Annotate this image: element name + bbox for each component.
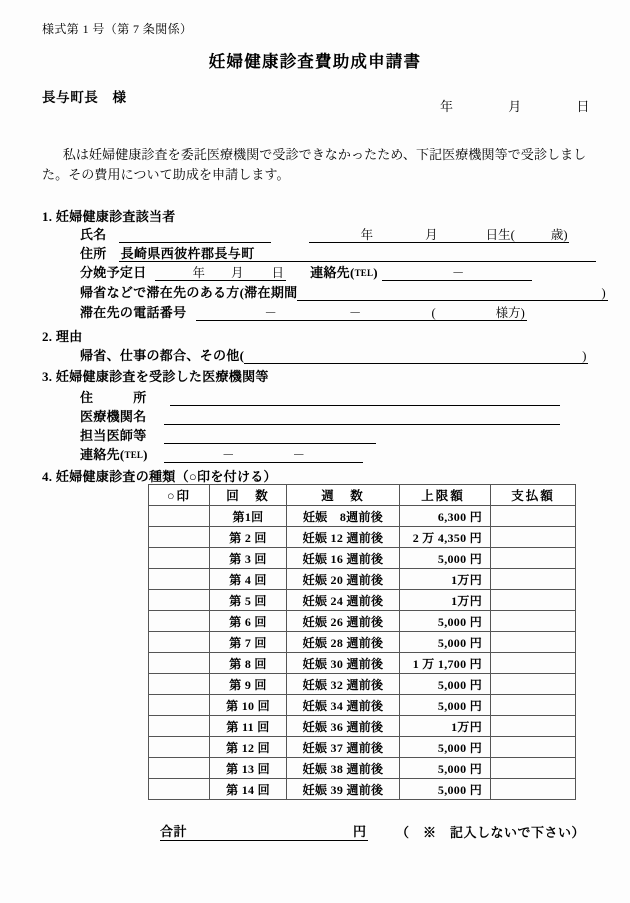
total-row (160, 822, 585, 841)
page-title: 妊婦健康診査費助成申請書 (208, 52, 422, 71)
address-label: 住所 (80, 246, 107, 261)
cell-times: 第 11 回 (210, 716, 287, 737)
due-year-label: 年 (192, 266, 206, 280)
cell-times: 第1回 (210, 506, 287, 527)
cell-paid[interactable] (491, 695, 576, 716)
intro-paragraph: 私は妊婦健康診査を委託医療機関で受診できなかったため、下記医療機関等で受診しました。その費用について助成を申請します。 (42, 147, 587, 183)
cell-limit: 6,300 円 (400, 506, 491, 527)
table-row (149, 674, 576, 695)
section2-heading: 2. 理由 (42, 329, 83, 344)
due-day-label: 日 (271, 266, 285, 280)
cell-paid[interactable] (491, 653, 576, 674)
field-row-name (80, 224, 569, 243)
reason-input[interactable] (244, 349, 580, 364)
cell-weeks: 妊娠 8週前後 (287, 506, 400, 527)
due-date-label: 分娩予定日 (80, 265, 147, 280)
cell-mark[interactable] (149, 506, 210, 527)
cell-times: 第 2 回 (210, 527, 287, 548)
clinic-tel-input-1[interactable] (164, 448, 220, 463)
cell-times: 第 9 回 (210, 674, 287, 695)
cell-limit: 5,000 円 (400, 674, 491, 695)
cell-mark[interactable] (149, 632, 210, 653)
contact-tel-input-2[interactable] (466, 266, 532, 281)
cell-times: 第 14 回 (210, 779, 287, 800)
due-month-input[interactable] (207, 266, 229, 281)
table-row (149, 527, 576, 548)
birth-month-label: 月 (425, 228, 438, 242)
clinic-name-input[interactable] (164, 410, 560, 425)
stay-period-close-paren: ) (601, 286, 606, 300)
cell-times: 第 3 回 (210, 548, 287, 569)
cell-mark[interactable] (149, 674, 210, 695)
cell-paid[interactable] (491, 716, 576, 737)
stay-phone-input-1[interactable] (196, 306, 262, 321)
cell-times: 第 13 回 (210, 758, 287, 779)
cell-limit: 1万円 (400, 590, 491, 611)
cell-paid[interactable] (491, 674, 576, 695)
cell-weeks: 妊娠 16 週前後 (287, 548, 400, 569)
cell-weeks: 妊娠 34 週前後 (287, 695, 400, 716)
field-row-clinic-name (80, 406, 560, 425)
cell-times: 第 12 回 (210, 737, 287, 758)
cell-paid[interactable] (491, 527, 576, 548)
table-row (149, 632, 576, 653)
form-code: 様式第 1 号（第 7 条関係） (42, 22, 193, 36)
stay-host-honorific: 様方) (495, 306, 525, 320)
clinic-address-label: 住 所 (80, 390, 147, 405)
table-row (149, 716, 576, 737)
table-row (149, 590, 576, 611)
due-year-input[interactable] (155, 266, 191, 281)
exam-schedule-table (148, 484, 576, 800)
cell-weeks: 妊娠 36 週前後 (287, 716, 400, 737)
column-header-limit: 上限額 (400, 485, 491, 506)
section1-heading: 1. 妊婦健康診査該当者 (42, 209, 176, 224)
table-row (149, 779, 576, 800)
cell-paid[interactable] (491, 758, 576, 779)
cell-limit: 5,000 円 (400, 779, 491, 800)
field-row-clinic-address (80, 387, 560, 406)
cell-times: 第 4 回 (210, 569, 287, 590)
stay-phone-input-3[interactable] (363, 306, 429, 321)
table-row (149, 569, 576, 590)
cell-weeks: 妊娠 26 週前後 (287, 611, 400, 632)
cell-mark[interactable] (149, 653, 210, 674)
address-input[interactable] (258, 247, 596, 262)
total-label: 合計 (160, 824, 188, 839)
cell-mark[interactable] (149, 527, 210, 548)
clinic-tel-label: 連絡先(TEL) (80, 447, 148, 462)
cell-limit: 5,000 円 (400, 611, 491, 632)
cell-times: 第 10 回 (210, 695, 287, 716)
column-header-paid: 支払額 (491, 485, 576, 506)
field-row-reason (80, 345, 588, 364)
cell-paid[interactable] (491, 611, 576, 632)
cell-weeks: 妊娠 12 週前後 (287, 527, 400, 548)
birth-day-input[interactable] (440, 228, 484, 243)
section4-heading: 4. 妊婦健康診査の種類（○印を付ける） (42, 469, 277, 484)
clinic-tel-dash-2: － (292, 448, 306, 462)
birth-day-label: 日生( (485, 228, 515, 242)
cell-weeks: 妊娠 20 週前後 (287, 569, 400, 590)
stay-host-input[interactable] (438, 306, 494, 321)
addressee: 長与町長 様 (42, 90, 127, 105)
field-row-due-date (80, 262, 532, 281)
due-month-label: 月 (231, 266, 244, 280)
contact-tel-input-1[interactable] (382, 266, 450, 281)
cell-times: 第 8 回 (210, 653, 287, 674)
section3-heading: 3. 妊婦健康診査を受診した医療機関等 (42, 369, 269, 384)
cell-paid[interactable] (491, 779, 576, 800)
cell-limit: 1万円 (400, 716, 491, 737)
cell-paid[interactable] (491, 632, 576, 653)
clinic-tel-input-3[interactable] (307, 448, 363, 463)
doctor-name-label: 担当医師等 (80, 428, 147, 443)
cell-paid[interactable] (491, 569, 576, 590)
date-year-label: 年 (440, 99, 454, 114)
stay-period-input[interactable] (297, 286, 599, 301)
cell-paid[interactable] (491, 506, 576, 527)
cell-limit: 5,000 円 (400, 737, 491, 758)
address-prefilled-value: 長崎県西彼杵郡長与町 (119, 246, 258, 262)
cell-limit: 1万円 (400, 569, 491, 590)
birth-year-input[interactable] (309, 228, 359, 243)
cell-weeks: 妊娠 39 週前後 (287, 779, 400, 800)
table-row (149, 548, 576, 569)
clinic-name-label: 医療機関名 (80, 409, 147, 424)
birth-year-label: 年 (360, 228, 374, 242)
cell-mark[interactable] (149, 548, 210, 569)
stay-phone-input-2[interactable] (279, 306, 347, 321)
birth-month-input[interactable] (375, 228, 423, 243)
table-header-row (149, 485, 576, 506)
cell-paid[interactable] (491, 548, 576, 569)
date-month-label: 月 (508, 99, 522, 114)
stay-period-label: 帰省などで滞在先のある方(滞在期間 (80, 285, 298, 300)
field-row-clinic-tel (80, 444, 363, 463)
cell-times: 第 7 回 (210, 632, 287, 653)
reason-close-paren: ) (582, 349, 587, 363)
cell-weeks: 妊娠 30 週前後 (287, 653, 400, 674)
cell-limit: 5,000 円 (400, 695, 491, 716)
cell-mark[interactable] (149, 569, 210, 590)
cell-mark[interactable] (149, 695, 210, 716)
total-note: （ ※ 記入しないで下さい） (396, 825, 586, 840)
name-input[interactable] (119, 228, 271, 243)
cell-mark[interactable] (149, 737, 210, 758)
cell-limit: 2 万 4,350 円 (400, 527, 491, 548)
due-day-input[interactable] (246, 266, 270, 281)
cell-paid[interactable] (491, 590, 576, 611)
submission-date-line (440, 96, 590, 115)
cell-times: 第 5 回 (210, 590, 287, 611)
contact-tel-dash: － (451, 266, 465, 280)
table-row (149, 506, 576, 527)
table-row (149, 737, 576, 758)
cell-weeks: 妊娠 38 週前後 (287, 758, 400, 779)
doctor-name-input[interactable] (164, 429, 376, 444)
field-row-doctor-name (80, 425, 376, 444)
cell-mark[interactable] (149, 779, 210, 800)
cell-weeks: 妊娠 28 週前後 (287, 632, 400, 653)
name-label: 氏名 (80, 227, 107, 242)
table-row (149, 653, 576, 674)
column-header-mark: ○印 (149, 485, 210, 506)
cell-limit: 5,000 円 (400, 758, 491, 779)
stay-host-open-paren: ( (431, 306, 436, 320)
cell-paid[interactable] (491, 737, 576, 758)
clinic-tel-dash-1: － (222, 448, 235, 462)
cell-weeks: 妊娠 24 週前後 (287, 590, 400, 611)
cell-mark[interactable] (149, 611, 210, 632)
field-row-stay-phone (80, 302, 527, 321)
cell-weeks: 妊娠 32 週前後 (287, 674, 400, 695)
stay-phone-dash-2: － (348, 306, 362, 320)
field-row-address (80, 243, 596, 262)
field-row-stay-period (80, 282, 608, 301)
cell-weeks: 妊娠 37 週前後 (287, 737, 400, 758)
tel-abbrev: TEL (354, 268, 374, 278)
column-header-times: 回 数 (210, 485, 287, 506)
column-header-weeks: 週 数 (287, 485, 400, 506)
table-row (149, 758, 576, 779)
age-label: 歳) (550, 228, 568, 242)
clinic-address-input[interactable] (170, 391, 560, 406)
reason-label: 帰省、仕事の都合、その他( (80, 348, 245, 363)
age-input[interactable] (517, 228, 549, 243)
cell-limit: 5,000 円 (400, 548, 491, 569)
contact-tel-label: 連絡先(TEL) (310, 265, 378, 280)
table-row (149, 611, 576, 632)
cell-mark[interactable] (149, 758, 210, 779)
table-row (149, 695, 576, 716)
clinic-tel-input-2[interactable] (237, 448, 291, 463)
cell-limit: 1 万 1,700 円 (400, 653, 491, 674)
stay-phone-label: 滞在先の電話番号 (80, 305, 187, 320)
stay-phone-dash-1: － (264, 306, 277, 320)
total-yen-label: 円 (347, 824, 368, 841)
cell-mark[interactable] (149, 716, 210, 737)
cell-mark[interactable] (149, 590, 210, 611)
total-amount-input[interactable] (187, 824, 347, 841)
clinic-tel-abbrev: TEL (124, 450, 144, 460)
cell-times: 第 6 回 (210, 611, 287, 632)
date-day-label: 日 (576, 99, 590, 114)
cell-limit: 5,000 円 (400, 632, 491, 653)
